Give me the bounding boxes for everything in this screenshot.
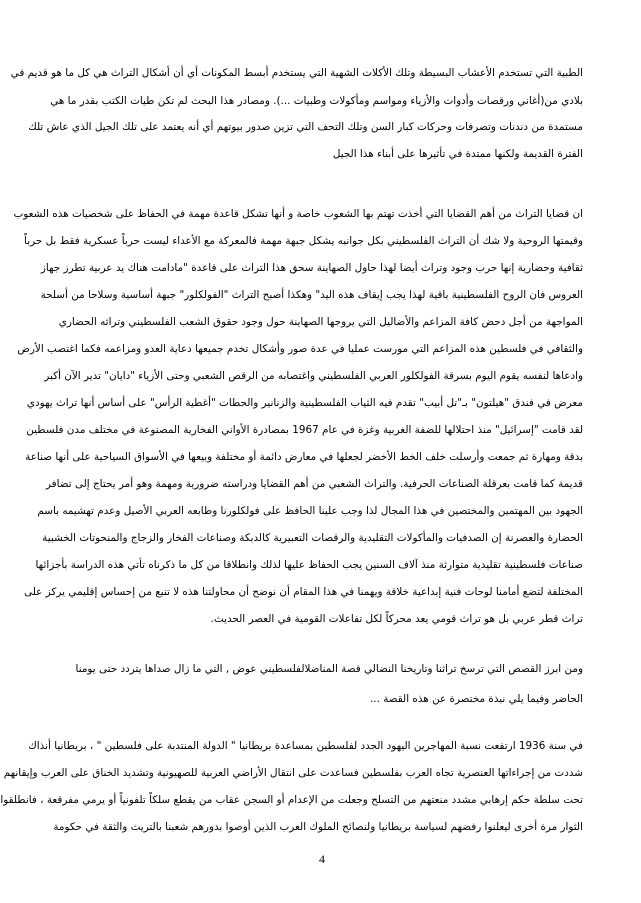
text-line: في سنة 1936 ارتفعت نسبة المهاجرين اليهود الجدد لفلسطين بمساعدة بريطانيا " الدولة المنتدبة على فلسطين " ، بريطانيا أنذاك <box>28 740 583 752</box>
text-line: صناعات فلسطينية تقليدية متوارثة منذ آلاف السنين يجب الحفاظ عليها لذلك وانطلاقا من كل ما ذكرناه تأتي هذه الدراسة بأجزائها <box>35 559 583 571</box>
text-line: ان قضايا التراث من أهم القضايا التي أخذت تهتم بها الشعوب خاصة و أنها تشكل قاعدة مهمة في الحفاظ على شخصيات هذه الشعوب <box>13 208 583 220</box>
text-line: ومن ابرز القصص التي ترسخ تراثنا وتاريخنا النضالي قصة المناضلالفلسطيني عوض , التي ما زال صداها يتردد حتى يومنا <box>75 663 583 675</box>
text-line: تراث قطر عربي بل هو تراث قومي يعد محركاً لكل تفاعلات القومية في العصر الحديث. <box>210 613 583 625</box>
text-line: الجهود بين المهتمين والمختصين في هذا المجال لذا وجب علينا الحافظ على فولكلورنا وطابعه العربي الأصيل وعدم تهشيمه باسم <box>37 505 583 517</box>
text-line: قديمة كما قامت بعرقلة الصناعات الحرفية. والتراث الشعبي من أهم القضايا ودراسته ضرورية ومهمة وهو أمر يحتاج إلى تضافر <box>45 478 583 490</box>
text-line: والثقافي في فلسطين هذه المزاعم التي مورست عمليا في عدة صور وأشكال تخدم جميعها دعاية العدو ومزاعمه فكما اغتصب الأرض <box>17 343 583 355</box>
text-line: تحت سلطة حكم إرهابي مشدد منعتهم من التسلح وجعلت من الإعدام أو السجن عقاب من يقطع سلكاً تلفونياً أو يرمي مفرقعة ، فانطلقوا <box>0 794 583 806</box>
text-line: بلادي من(أغاني ورقصات وأدوات والأزياء ومواسم ومأكولات وطبيات ...). ومصادر هذا البحث لم تكن طيات الكتب بقدر ما هي <box>50 95 583 107</box>
text-line: العروس فان الروح الفلسطينية باقية لهذا يجب إيقاف هذه اليد" وهكذا أصبح التراث "الفولكلور" جبهة أساسية وسلاحا من أسلحة <box>40 289 583 301</box>
text-line: وقيمتها الروحية ولا شك أن التراث الفلسطيني بكل جوانبه يشكل جبهة مهمة فالمعركة مع الأعداء ليست حرباً عسكرية فقط بل حرباً <box>24 235 583 247</box>
text-line: مستمدة من دندنات وتصرفات وحركات كبار السن وتلك التحف التي تزين صدور بيوتهم أي أنه يعتمد على تلك الجيل الذي عاش تلك <box>28 121 583 133</box>
text-line: الفترة القديمة ولكنها ممتدة في تأثيرها على أبناء هذا الجيل <box>332 148 583 160</box>
text-line: المواجهة من أجل دحض كافة المزاعم والأضاليل التي يروجها الصهاينة حول وجود حقوق الشعب الفلسطيني وتراثه الحضاري <box>58 316 583 328</box>
text-line: المختلفة لتضع أمامنا لوحات فنية إبداعية خلاقة ويهمنا في هذا المقام أن نوضح أن محاولتنا هذه لا تنبع من إحساس إقليمي يركز على <box>24 586 583 598</box>
text-line: شددت من إجراءاتها العنصرية تجاه العرب بفلسطين فساعدت على انتقال الأراضي العربية للصهيونية وتشديد الخناق على العرب وإيقانهم <box>3 767 583 779</box>
text-line: لقد قامت "إسرائيل" منذ احتلالها للضفة الغربية وغزة في عام 1967 بمصادرة الأواني الفخارية المصنوعة في مختلف مدن فلسطين <box>26 424 583 436</box>
text-line: بدقة ومهارة ثم جمعت وأرسلت خلف الخط الأخضر لجعلها في معارض دائمة أو مختلفة وبيعها في الأسواق السياحية على أنها صناعة <box>25 451 583 463</box>
text-line: وادعاها لنفسه يقوم اليوم بسرقة الفولكلور العربي الفلسطيني واغتصابه من الرقص الشعبي وحتى الأزياء "دايان" تدير الآن أكبر <box>44 370 583 382</box>
text-line: الحضارة والعصرنة إن الصدفيات والمأكولات التقليدية والرقصات التعبيرية كالدبكة وصناعات الفخار والزجاج والمنحوتات الخشبية <box>42 532 583 544</box>
text-line: الحاضر وفيما يلي نبذة مختصرة عن هذه القصة ... <box>370 693 583 705</box>
text-line: الطبية التي تستخدم الأعشاب البسيطة وتلك الأكلات الشهية التي يستخدم أبسط المكونات أي أن أشكال التراث هي كل ما هو قديم في <box>10 67 583 79</box>
text-line: الثوار مرة أخرى ليعلنوا رفضهم لسياسة بريطانيا ولنصائح الملوك العرب الذين أوصوا بدورهم شعبنا بالتريث والثقة في حكومة <box>53 821 583 833</box>
page-number: 4 <box>319 852 325 866</box>
text-line: ثقافية وحضارية إنها حرب وجود وتراث أيضا لهذا حاول الصهاينة سحق هذا التراث على قاعدة "مادامت هناك يد عربية تطرز جهاز <box>40 262 583 274</box>
text-line: معرض في فندق "هيلتون" بـ"تل أبيب" تقدم فيه الثياب الفلسطينية والزنانير والحطات "أغطية الرأس" على أساس أنها تراث يهودي <box>26 397 583 409</box>
